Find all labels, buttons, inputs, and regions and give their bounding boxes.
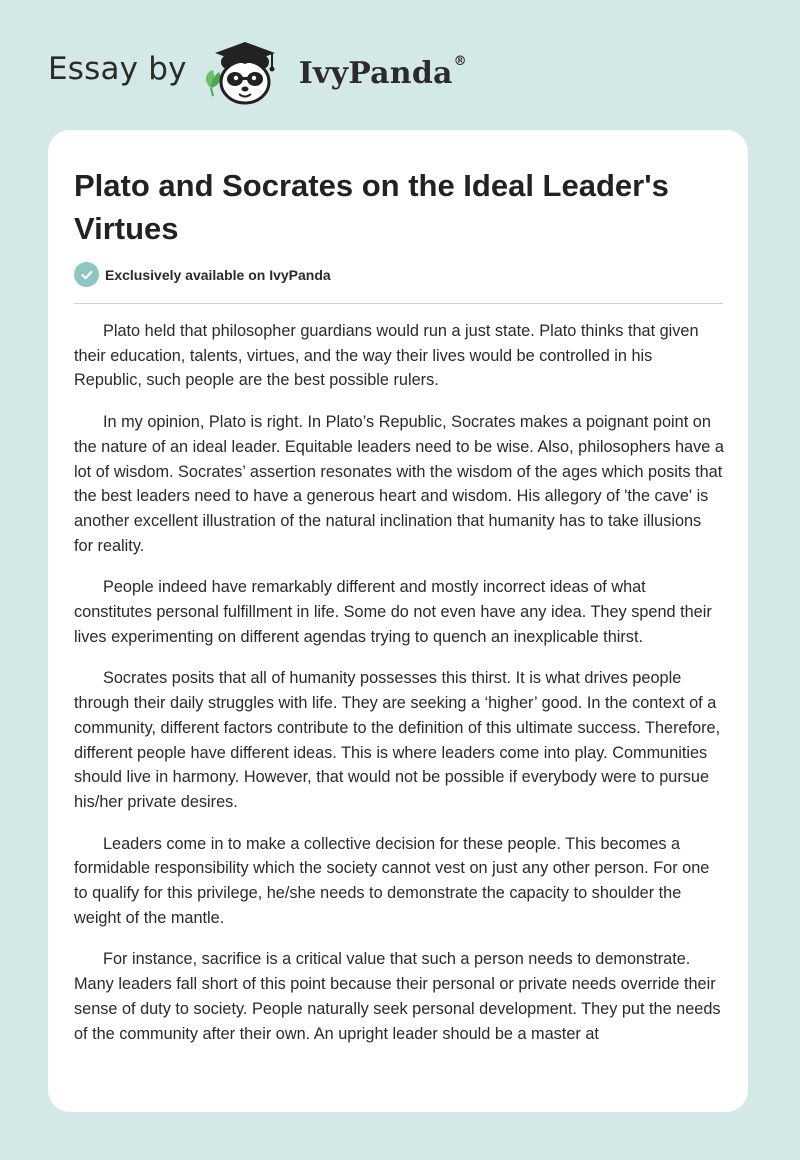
brand-name — [298, 53, 467, 91]
paragraph: In my opinion, Plato is right. In Plato’s Republic, Socrates makes a poignant point on the nature of an ideal leader. Equitable leaders need to be wise. Also, philosophers have a lot of wisdom. Socrates’ assertion resonates with the wisdom of the ages which posits that the best leaders need to have a generous heart and wisdom. His allegory of 'the cave' is another excellent illustration of the natural inclination that humanity has to take illusions for reality. — [74, 413, 724, 555]
paragraph: Plato held that philosopher guardians would run a just state. Plato thinks that given their education, talents, virtues, and the way their lives would be controlled in his Republic, such people are the best possible rulers. — [74, 322, 699, 390]
panda-mascot-icon — [201, 36, 293, 106]
paragraph: People indeed have remarkably different and mostly incorrect ideas of what constitutes personal fulfillment in life. Some do not even have any idea. They spend their lives experimenting on different agendas trying to quench an inexplicable thirst. — [74, 578, 712, 646]
paragraph: For instance, sacrifice is a critical value that such a person needs to demonstrate. Many leaders fall short of this point because their personal or private needs override their sense of duty to society. People naturally seek personal development. They put the needs of the community after their own. An upright leader should be a master at — [74, 950, 721, 1043]
essay-card — [48, 130, 748, 1112]
essay-body — [74, 319, 724, 1063]
brand-name-text: IvyPanda — [298, 55, 453, 91]
registered-mark: ® — [453, 53, 467, 69]
paragraph: Socrates posits that all of humanity possesses this thirst. It is what drives people through their daily struggles with life. They are seeking a ‘higher’ good. In the context of a community, different factors contribute to the definition of this ultimate success. Therefore, different people have different ideas. This is where leaders come into play. Communities should live in harmony. However, that would not be possible if everybody were to pursue his/her private desires. — [74, 669, 721, 811]
exclusive-badge — [74, 262, 331, 287]
brand-logo[interactable] — [48, 36, 467, 106]
check-circle-icon — [74, 262, 99, 287]
paragraph: Leaders come in to make a collective decision for these people. This becomes a formidable responsibility which the society cannot vest on just any other person. For one to qualify for this privilege, he/she needs to demonstrate the capacity to shoulder the weight of the mantle. — [74, 834, 710, 927]
exclusive-badge-label: Exclusively available on IvyPanda — [105, 266, 331, 283]
title-divider — [74, 303, 723, 304]
brand-prefix: Essay by — [48, 51, 187, 87]
essay-title: Plato and Socrates on the Ideal Leader's Virtues — [74, 168, 669, 246]
